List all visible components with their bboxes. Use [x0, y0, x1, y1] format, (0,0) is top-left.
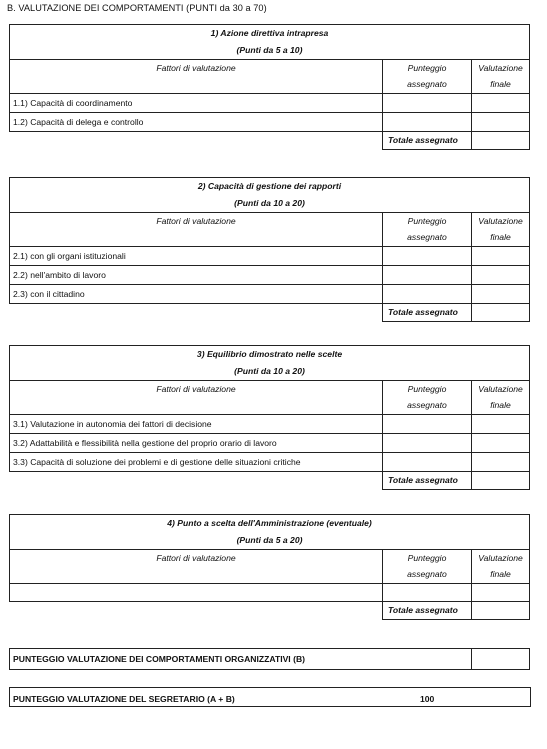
- col-header-punteggio: [383, 381, 472, 415]
- table-row: [10, 453, 530, 472]
- punteggio-cell[interactable]: [383, 285, 472, 304]
- col-header-valutazione-line1: Valutazione: [478, 553, 523, 563]
- col-header-punteggio-line1: Punteggio: [407, 216, 447, 226]
- row-label: 3.1) Valutazione in autonomia dei fattori di decisione: [10, 415, 383, 434]
- row-label: 1.1) Capacità di coordinamento: [10, 94, 383, 113]
- total-row: [10, 472, 530, 490]
- table-row: [10, 94, 530, 113]
- valutazione-cell[interactable]: [472, 434, 530, 453]
- total-row: [10, 602, 530, 620]
- section-heading: [10, 25, 530, 60]
- total-value-cell[interactable]: [472, 472, 530, 490]
- punteggio-cell[interactable]: [383, 266, 472, 285]
- punteggio-cell[interactable]: [383, 113, 472, 132]
- row-label: 2.1) con gli organi istituzionali: [10, 247, 383, 266]
- col-header-punteggio-line2: assegnato: [407, 569, 447, 579]
- summary-segretario: [9, 687, 531, 707]
- col-header-punteggio: [383, 213, 472, 247]
- col-header-valutazione: [472, 381, 530, 415]
- summary-comportamenti-label: PUNTEGGIO VALUTAZIONE DEI COMPORTAMENTI ORGANIZZATIVI (B): [10, 649, 472, 670]
- col-header-punteggio-line1: Punteggio: [407, 553, 447, 563]
- punteggio-cell[interactable]: [383, 434, 472, 453]
- section-title: 2) Capacità di gestione dei rapporti: [197, 181, 342, 191]
- section-heading: [10, 346, 530, 381]
- valutazione-cell[interactable]: [472, 247, 530, 266]
- valutazione-cell[interactable]: [472, 584, 530, 602]
- section-range: (Punti da 5 a 10): [236, 45, 303, 55]
- total-row: [10, 304, 530, 322]
- total-spacer: [10, 132, 383, 150]
- col-header-fattori: [10, 213, 383, 247]
- section-title: 3) Equilibrio dimostrato nelle scelte: [196, 349, 343, 359]
- valutazione-cell[interactable]: [472, 113, 530, 132]
- col-header-fattori: [10, 381, 383, 415]
- valutazione-cell[interactable]: [472, 266, 530, 285]
- col-header-fattori: [10, 60, 383, 94]
- total-label: Totale assegnato: [383, 304, 472, 322]
- row-label: 2.2) nell'ambito di lavoro: [10, 266, 383, 285]
- col-header-fattori-label: Fattori di valutazione: [156, 553, 236, 563]
- table-row: [10, 415, 530, 434]
- col-header-valutazione-line2: finale: [490, 232, 511, 242]
- valutazione-cell[interactable]: [472, 94, 530, 113]
- col-header-fattori-label: Fattori di valutazione: [156, 216, 236, 226]
- section-title: 1) Azione direttiva intrapresa: [210, 28, 329, 38]
- summary-comportamenti: [9, 648, 529, 670]
- total-spacer: [10, 304, 383, 322]
- col-header-fattori-label: Fattori di valutazione: [156, 384, 236, 394]
- row-label[interactable]: [10, 584, 383, 602]
- table-row: [10, 266, 530, 285]
- col-header-fattori: [10, 550, 383, 584]
- section-2: [9, 177, 529, 322]
- section-3: [9, 345, 529, 490]
- valutazione-cell[interactable]: [472, 285, 530, 304]
- col-header-punteggio: [383, 550, 472, 584]
- total-value-cell[interactable]: [472, 602, 530, 620]
- col-header-punteggio-line1: Punteggio: [407, 384, 447, 394]
- row-label: 3.2) Adattabilità e flessibilità nella gestione del proprio orario di lavoro: [10, 434, 383, 453]
- col-header-valutazione: [472, 60, 530, 94]
- row-label: 3.3) Capacità di soluzione dei problemi e di gestione delle situazioni critiche: [10, 453, 383, 472]
- col-header-valutazione-line2: finale: [490, 400, 511, 410]
- section-heading: [10, 178, 530, 213]
- punteggio-cell[interactable]: [383, 94, 472, 113]
- punteggio-cell[interactable]: [383, 453, 472, 472]
- col-header-punteggio-line2: assegnato: [407, 232, 447, 242]
- summary-segretario-label: PUNTEGGIO VALUTAZIONE DEL SEGRETARIO (A + B): [13, 694, 235, 704]
- valutazione-cell[interactable]: [472, 415, 530, 434]
- table-row: [10, 285, 530, 304]
- table-row: [10, 584, 530, 602]
- col-header-valutazione-line2: finale: [490, 569, 511, 579]
- section-4: [9, 514, 529, 620]
- col-header-valutazione-line1: Valutazione: [478, 63, 523, 73]
- summary-comportamenti-value-cell[interactable]: [472, 649, 530, 670]
- total-label: Totale assegnato: [383, 602, 472, 620]
- total-row: [10, 132, 530, 150]
- row-label: 2.3) con il cittadino: [10, 285, 383, 304]
- col-header-valutazione-line1: Valutazione: [478, 216, 523, 226]
- col-header-punteggio-line1: Punteggio: [407, 63, 447, 73]
- section-heading: [10, 515, 530, 550]
- col-header-fattori-label: Fattori di valutazione: [156, 63, 236, 73]
- col-header-punteggio: [383, 60, 472, 94]
- col-header-punteggio-line2: assegnato: [407, 400, 447, 410]
- punteggio-cell[interactable]: [383, 247, 472, 266]
- section-range: (Punti da 10 a 20): [234, 366, 305, 376]
- section-range: (Punti da 5 a 20): [236, 535, 303, 545]
- total-spacer: [10, 472, 383, 490]
- row-label: 1.2) Capacità di delega e controllo: [10, 113, 383, 132]
- section-range: (Punti da 10 a 20): [234, 198, 305, 208]
- punteggio-cell[interactable]: [383, 415, 472, 434]
- total-spacer: [10, 602, 383, 620]
- col-header-valutazione: [472, 550, 530, 584]
- col-header-punteggio-line2: assegnato: [407, 79, 447, 89]
- col-header-valutazione-line2: finale: [490, 79, 511, 89]
- total-label: Totale assegnato: [383, 132, 472, 150]
- section-1: [9, 24, 529, 150]
- table-row: [10, 113, 530, 132]
- table-row: [10, 247, 530, 266]
- col-header-valutazione-line1: Valutazione: [478, 384, 523, 394]
- total-label: Totale assegnato: [383, 472, 472, 490]
- section-title: 4) Punto a scelta dell'Amministrazione (eventuale): [167, 518, 372, 528]
- total-value-cell[interactable]: [472, 304, 530, 322]
- total-value-cell[interactable]: [472, 132, 530, 150]
- summary-segretario-value: 100: [420, 694, 435, 704]
- valutazione-cell[interactable]: [472, 453, 530, 472]
- punteggio-cell[interactable]: [383, 584, 472, 602]
- col-header-valutazione: [472, 213, 530, 247]
- page-title: B. VALUTAZIONE DEI COMPORTAMENTI (PUNTI da 30 a 70): [7, 3, 267, 13]
- table-row: [10, 434, 530, 453]
